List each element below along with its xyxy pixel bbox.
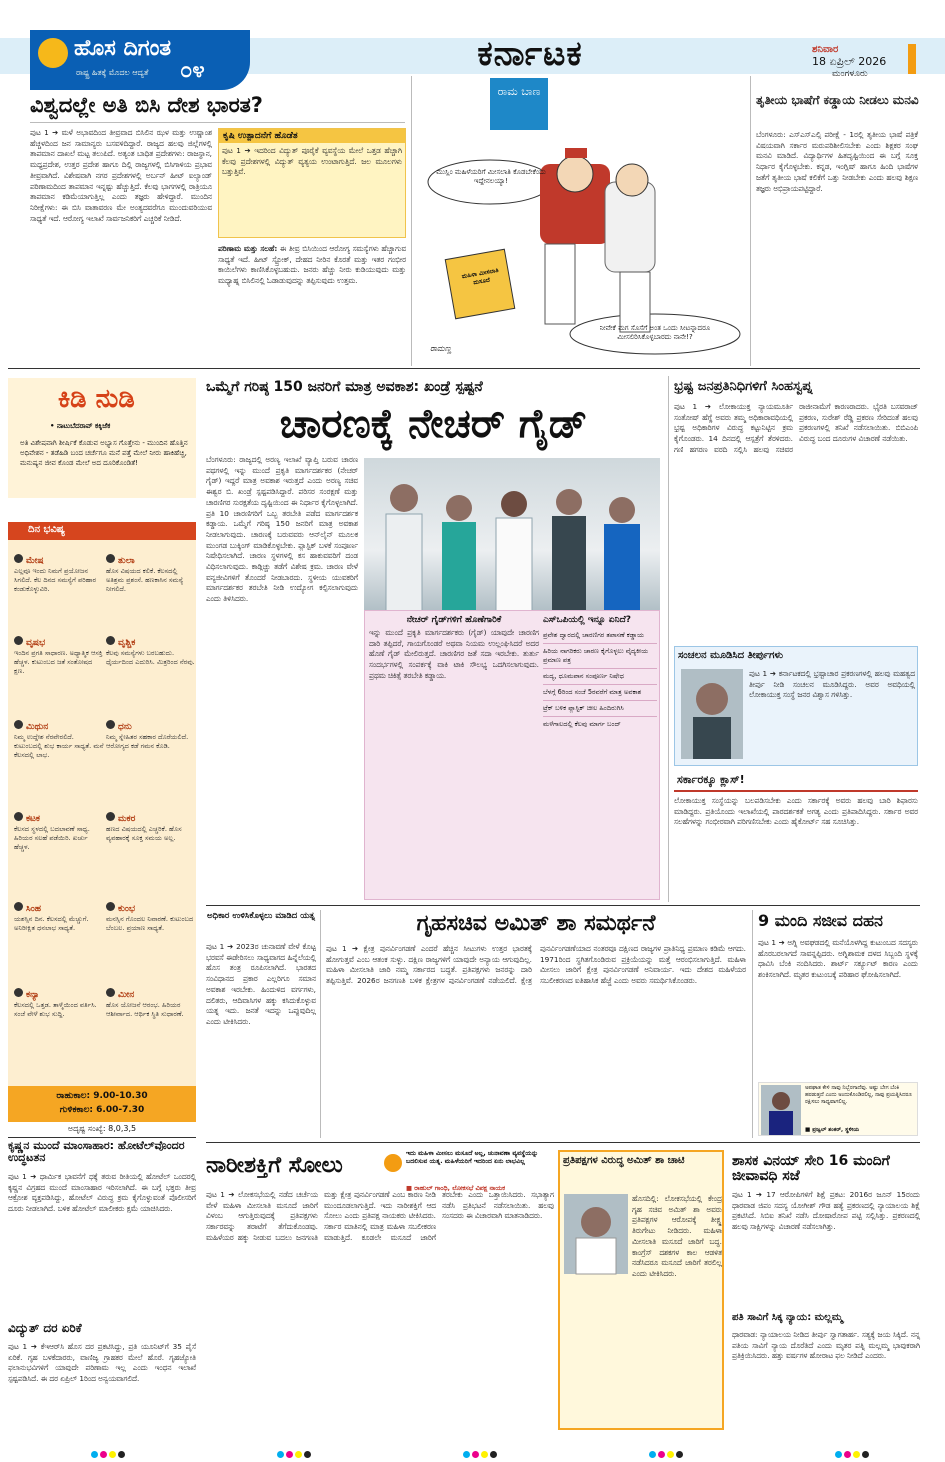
sign-vrushabha: ವೃಷಭ ಇಂದಿನ ಪ್ರಗತಿ ಸಾಧಾರಣ. ಅಧ್ಯಾತ್ಮಿಕ ಆಸಕ್ತಿ ಹೆಚ್ಚಳ. ಕುಟುಂಬದ ಜತೆ ಸಂತೋಷದ ಕ್ಷಣ. — [14, 638, 103, 675]
box-title: ನೇಚರ್ ಗೈಡ್‌ಗಳಿಗೆ ಹೊಣೆಗಾರಿಕೆ — [406, 615, 502, 625]
cartoon-caption-bottom: ನೀವೇಕೆ ಮಗ ಸೊಸೆಗೆ ಅಂತ ಒಂದು ಸೀಟನ್ನಾದರೂ ಮೀಸಲಿರಿಸಿಕೊಳ್ಳಬಾರದು ನಾನೇ!? — [599, 324, 711, 341]
kidi-nudi-box — [8, 378, 196, 498]
quote-author: ■ ರಾಹುಲ್ ಗಾಂಧಿ, ಲೋಕಸಭೆ ವಿಪಕ್ಷ ನಾಯಕ — [406, 1184, 505, 1192]
sign-tula: ತುಲಾ ಹೊಸ ವಿಷಯದ ಕಲಿಕೆ. ಕೆಲಸದಲ್ಲಿ ಅತಿಶ್ರಮ ಪ್ರಶಂಸೆ. ಹಣಕಾಸಿನ ಸಮಸ್ಯೆ ನೀಗಲಿದೆ. — [106, 556, 184, 593]
column-rule — [750, 76, 751, 366]
article-headline: ಅಧಿಕಾರ ಉಳಿಸಿಕೊಳ್ಳಲು ಮಾಡಿದ ಯತ್ನ — [207, 911, 315, 921]
emblem-icon — [38, 38, 68, 68]
article-headline: ವಿದ್ಯುತ್ ದರ ಏರಿಕೆ — [8, 1321, 82, 1335]
day-label: ಶನಿವಾರ — [812, 44, 839, 55]
sign-kataka: ಕಟಕ ಕೆಲಸದ ಸ್ಥಳದಲ್ಲಿ ಬದಲಾವಣೆ ಸಾಧ್ಯ. ಹಿರಿಯರ ಸಲಹೆ ಪಡೆಯಿರಿ. ಖರ್ಚು ಹೆಚ್ಚಳ. — [14, 814, 90, 851]
article-body: ಪುಟ 1 ➔ 17 ಆರೋಪಿಗಳಿಗೆ ಶಿಕ್ಷೆ ಪ್ರಕಟ: 2016ರ ಜೂನ್ 15ರಂದು ಧಾರವಾಡ ಜಿಪಂ ಸದಸ್ಯ ಯೋಗೀಶ್ ಗೌಡ ಹತ್ಯೆ ಪ್ರಕರಣದಲ್ಲಿ ನ್ಯಾಯಾಲಯ ಶಿಕ್ಷೆ ಪ್ರಕಟಿಸಿದೆ. ಸಿಬಿಐ ತನಿಖೆ ನಡೆಸಿ ದೋಷಾರೋಪ ಪಟ್ಟಿ ಸಲ್ಲಿಸಿತ್ತು. ಪ್ರಕರಣದಲ್ಲಿ ಹಲವು ಸಾಕ್ಷಿಗಳನ್ನು ವಿಚಾರಣೆ ನಡೆಸಲಾಗಿತ್ತು. — [732, 1190, 923, 1232]
column-rule — [752, 910, 753, 1138]
sub-headline: ಪತಿ ಸಾವಿಗೆ ಸಿಕ್ಕ ನ್ಯಾಯ: ಮಲ್ಲಮ್ಮ — [732, 1312, 843, 1323]
editorial-cartoon — [420, 134, 746, 364]
article-body-2 — [218, 244, 409, 354]
box-title: ಎಸ್‌ಒಪಿಯಲ್ಲಿ ಇನ್ನೂ ಏನಿದೆ? — [543, 615, 632, 625]
article-headline: ಭ್ರಷ್ಟ ಜನಪ್ರತಿನಿಧಿಗಳಿಗೆ ಸಿಂಹಸ್ವಪ್ನ — [674, 379, 813, 394]
page-number: ೦೪ — [180, 58, 205, 83]
quote-dot-icon — [384, 1154, 402, 1172]
section-divider — [8, 368, 920, 369]
box-body: ಪುಟ 1 ➔ ಕರ್ನಾಟಕದಲ್ಲಿ ಭ್ರಷ್ಟಾಚಾರ ಪ್ರಕರಣಗಳಲ್ಲಿ ಹಲವು ಮಹತ್ವದ ತೀರ್ಪು ನೀಡಿ ಸಂಚಲನ ಮೂಡಿಸಿದ್ದರು. ಅವರ ಅವಧಿಯಲ್ಲಿ ಲೋಕಾಯುಕ್ತ ಸಂಸ್ಥೆ ಜನರ ವಿಶ್ವಾಸ ಗಳಿಸಿತ್ತು. — [749, 669, 918, 700]
print-registration-marks — [90, 1443, 870, 1453]
zodiac-icon — [14, 988, 23, 997]
box-title: ಸರ್ಕಾರಕ್ಕೂ ಕ್ಲಾಸ್! — [674, 770, 918, 792]
article-body: ಬೆಂಗಳೂರು: ಎಸ್ಎಸ್ಎಲ್ಸಿ ಪರೀಕ್ಷೆ - 1ರಲ್ಲಿ ತೃತೀಯ ಭಾಷೆ ಪತ್ರಿಕೆ ವಿಷಯವಾಗಿ ಸರ್ಕಾರ ಮರುಪರಿಶೀಲಿಸಬೇಕು ಎಂದು ಶಿಕ್ಷಕರ ಸಂಘ ಮನವಿ ಮಾಡಿದೆ. ವಿದ್ಯಾರ್ಥಿಗಳ ಹಿತದೃಷ್ಟಿಯಿಂದ ಈ ಬಗ್ಗೆ ಸೂಕ್ತ ನಿರ್ಧಾರ ಕೈಗೊಳ್ಳಬೇಕು. ಕನ್ನಡ, ಇಂಗ್ಲಿಷ್ ಹಾಗೂ ಹಿಂದಿ ಭಾಷೆಗಳ ಜತೆಗೆ ತೃತೀಯ ಭಾಷೆ ಕಲಿಕೆಗೆ ಒತ್ತು ನೀಡಬೇಕು ಎಂದು ಹಲವು ಶಿಕ್ಷಣ ತಜ್ಞರು ಅಭಿಪ್ರಾಯಪಟ್ಟಿದ್ದಾರೆ. — [756, 130, 921, 193]
quote-text: ಇದು ಮಹಿಳಾ ಮೀಸಲು ಮಸೂದೆ ಅಲ್ಲ, ಚುನಾವಣಾ ವ್ಯವಸ್ಥೆಯನ್ನು ಬದಲಿಸುವ ಯತ್ನ. ಮಹಿಳೆಯರಿಗೆ ಇದರಿಂದ ಏನು ಲಾಭವಿಲ್ಲ — [406, 1150, 539, 1165]
kidi-text: ಅತಿ ವಿಶೇಷವಾಗಿ ಶೀರ್ಷಿಕೆ ಕೊಡುವ ಅಭ್ಯಾಸ ಗೊತ್ತೇನು - ಮುಂದಿನ ಹೊತ್ತಿನ ಅಧಿವೇಶನ - ತಡೆಹಿಡಿ ಬಂದ ಚರ್ಚೆಗೂ ಮನೆ ಪತ್ತೆ ಮೇಲೆ ನೀರು ಹಾಕಿಹೆಚ್ಚಿ, ಮನುಷ್ಯನ ಜೀವ ಕೊಂಡ ಮೇಲೆ ಅದ ದೂರಿಕೊಂಡಿತೆ! — [20, 439, 188, 467]
section-divider — [8, 1137, 196, 1138]
zodiac-icon — [106, 636, 115, 645]
main-kicker: ಒಮ್ಮೆಗೆ ಗರಿಷ್ಠ 150 ಜನರಿಗೆ ಮಾತ್ರ ಅವಕಾಶ: ಖಂಡ್ರೆ ಸ್ಪಷ್ಟನೆ — [206, 379, 483, 395]
main-headline: ಚಾರಣಕ್ಕೆ ನೇಚರ್ ಗೈಡ್ — [279, 401, 588, 447]
box-body: ಪುಟ 1 ➔ ಇದರಿಂದ ವಿದ್ಯುತ್ ಪೂರೈಕೆ ವ್ಯವಸ್ಥೆಯ ಮೇಲೆ ಒತ್ತಡ ಹೆಚ್ಚಾಗಿ ಕೆಲವು ಪ್ರದೇಶಗಳಲ್ಲಿ ವಿದ್ಯುತ್ ವ್ಯತ್ಯಯ ಉಂಟಾಗುತ್ತಿದೆ. ಜಲ ಮೂಲಗಳು ಬತ್ತುತ್ತಿವೆ. — [222, 146, 405, 177]
gulika: ಗುಳಿಕಕಾಲ: 6.00-7.30 — [59, 1105, 145, 1115]
portrait-photo — [564, 1194, 628, 1274]
logo-text: ಹೊಸ ದಿಗಂತ — [74, 36, 172, 61]
portrait-photo — [681, 669, 743, 759]
article-headline: ತೃತೀಯ ಭಾಷೆಗೆ ಕಡ್ಡಾಯ ನೀಡಲು ಮನವಿ — [756, 93, 919, 107]
sign-vrushchika: ವೃಶ್ಚಿಕ ಕೆಲವು ಸಮಸ್ಯೆಗಳು ಬರಬಹುದು. ಧೈರ್ಯದಿಂದ ಎದುರಿಸಿ. ಮಿತ್ರರಿಂದ ನೆರವು. — [106, 638, 195, 666]
sign-kanya: ಕನ್ಯಾ ಕೆಲಸದಲ್ಲಿ ಒತ್ತಡ. ತಾಳ್ಮೆಯಿಂದ ವರ್ತಿಸಿ. ಸಂಜೆ ವೇಳೆ ಶುಭ ಸುದ್ದಿ. — [14, 990, 97, 1018]
amitshah-box — [558, 1150, 724, 1430]
lead-label: ಪರಿಣಾಮ ಮತ್ತು ಸಲಹೆ: — [218, 244, 278, 253]
article-headline: ಗೃಹಸಚಿವ ಅಮಿತ್ ಶಾ ಸಮರ್ಥನೆ — [416, 911, 656, 936]
zodiac-icon — [106, 812, 115, 821]
rahukala-box — [8, 1086, 196, 1122]
date-label: 18 ಏಪ್ರಿಲ್ 2026 — [812, 55, 887, 68]
zodiac-icon — [106, 988, 115, 997]
main-body: ಬೆಂಗಳೂರು: ರಾಜ್ಯದಲ್ಲಿ ಅರಣ್ಯ ಇಲಾಖೆ ವ್ಯಾಪ್ತಿ ಬರುವ ಚಾರಣ ಪಥಗಳಲ್ಲಿ ಇನ್ನು ಮುಂದೆ ಪ್ರಕೃತಿ ಮಾರ್ಗದರ್ಶಕರ (ನೇಚರ್ ಗೈಡ್) ಇದ್ದರೆ ಮಾತ್ರ ಅವಕಾಶ ಇರುತ್ತದೆ ಎಂದು ಅರಣ್ಯ ಸಚಿವ ಈಶ್ವರ ಬಿ. ಖಂಡ್ರೆ ಸ್ಪಷ್ಟಪಡಿಸಿದ್ದಾರೆ. ಪರಿಸರ ಸಂರಕ್ಷಣೆ ಮತ್ತು ಚಾರಣಿಗರ ಸುರಕ್ಷತೆಯ ದೃಷ್ಟಿಯಿಂದ ಈ ನಿರ್ಧಾರ ಕೈಗೊಳ್ಳಲಾಗಿದೆ. ಪ್ರತಿ 10 ಚಾರಣಿಗರಿಗೆ ಒಬ್ಬ ತರಬೇತಿ ಪಡೆದ ಮಾರ್ಗದರ್ಶಕ ಕಡ್ಡಾಯ. ಒಮ್ಮೆಗೆ ಗರಿಷ್ಠ 150 ಜನರಿಗೆ ಮಾತ್ರ ಅವಕಾಶ ನೀಡಲಾಗುವುದು. ಚಾರಣಕ್ಕೆ ಬರುವವರು ಆನ್‌ಲೈನ್ ಮೂಲಕ ಮುಂಗಡ ಬುಕ್ಕಿಂಗ್ ಮಾಡಿಕೊಳ್ಳಬೇಕು. ಪ್ಲಾಸ್ಟಿಕ್ ಬಳಕೆ ಸಂಪೂರ್ಣ ನಿಷೇಧಿಸಲಾಗಿದೆ. ಚಾರಣ ಸ್ಥಳಗಳಲ್ಲಿ ಕಸ ಹಾಕುವವರಿಗೆ ದಂಡ ವಿಧಿಸಲಾಗುವುದು. ಕಾಡ್ಗಿಚ್ಚು ತಡೆಗೆ ವಿಶೇಷ ಕ್ರಮ. ಚಾರಣ ವೇಳೆ ವನ್ಯಜೀವಿಗಳಿಗೆ ತೊಂದರೆ ನೀಡಬಾರದು. ಸ್ಥಳೀಯ ಯುವಕರಿಗೆ ಮಾರ್ಗದರ್ಶಕರ ತರಬೇತಿ ನೀಡಿ ಉದ್ಯೋಗ ಕಲ್ಪಿಸಲಾಗುವುದು ಎಂದು ತಿಳಿಸಿದರು. — [206, 455, 361, 604]
newspaper-logo — [30, 30, 250, 90]
sop-item: ಬೆಳಗ್ಗೆ 6ರಿಂದ ಸಂಜೆ 5ರವರೆಗೆ ಮಾತ್ರ ಅವಕಾಶ — [543, 685, 657, 701]
rama-bana-badge: ರಾಮ ಬಾಣ — [490, 78, 548, 130]
main-photo — [364, 458, 660, 612]
cartoon-sign: ಮಹಿಳಾ ಮೀಸಲಾತಿ ಮಸೂದೆ — [461, 266, 500, 287]
article-headline: 9 ಮಂದಿ ಸಜೀವ ದಹನ — [758, 911, 883, 930]
article-body: ಪುಟ 1 ➔ ಲೋಕಾಯುಕ್ತ ನ್ಯಾಯಮೂರ್ತಿ ಸಂತೋಷ್ ಹೆಗ್ಡೆ ಅವರು ತಮ್ಮ ಅಧಿಕಾರಾವಧಿಯಲ್ಲಿ ಭ್ರಷ್ಟ ಅಧಿಕಾರಿಗಳ ವಿರುದ್ಧ ಕಟ್ಟುನಿಟ್ಟಿನ ಕ್ರಮ ಕೈಗೊಂಡರು. 14 ದಿನದಲ್ಲಿ ಆಸ್ಪತ್ರೆಗೆ ತೆರಳಿದರು. ಗಣಿ ಹಗರಣ ವರದಿ ಸಲ್ಲಿಸಿ ಹಲವು ಸಚಿವರ ರಾಜೀನಾಮೆಗೆ ಕಾರಣರಾದರು. ಭೈರತಿ ಬಸವರಾಜ್ ಪ್ರಕರಣ, ಸುರೇಶ್ ರೆಡ್ಡಿ ಪ್ರಕರಣ ಸೇರಿದಂತೆ ಹಲವು ಪ್ರಕರಣಗಳಲ್ಲಿ ತನಿಖೆ ನಡೆಸಲಾಯಿತು. ಬಿಬಿಎಂಪಿ ವಿರುದ್ಧ ಬಂದ ದೂರುಗಳ ವಿಚಾರಣೆ ನಡೆಯಿತು. — [674, 402, 921, 454]
zodiac-icon — [14, 636, 23, 645]
section-divider — [206, 905, 920, 906]
sign-kumbha: ಕುಂಭ ಮನಸ್ಸಿನ ಗೊಂದಲ ನಿವಾರಣೆ. ಕುಟುಂಬದ ಬೆಂಬಲ. ಪ್ರಯಾಣ ಸಾಧ್ಯತೆ. — [106, 904, 194, 932]
sop-item: ಪ್ರವೇಶ ದ್ವಾರದಲ್ಲಿ ಚಾರಣಿಗರ ತಪಾಸಣೆ ಕಡ್ಡಾಯ — [543, 628, 657, 644]
quote-author: ■ ಪ್ರಜ್ವಲ್ ಶಂಕರ್, ಸ್ಥಳೀಯ — [805, 1127, 860, 1133]
sop-item: ಮಳೆಗಾಲದಲ್ಲಿ ಕೆಲವು ಮಾರ್ಗ ಬಂದ್ — [543, 720, 621, 728]
column-rule — [668, 376, 669, 902]
article-body: ಪುಟ 1 ➔ ಮಳೆ ಅಭಾವದಿಂದ ತೀವ್ರವಾದ ಬಿಸಿಲಿನ ಝಳ ಮತ್ತು ಉಷ್ಣಾಂಶ ಹೆಚ್ಚಳದಿಂದ ಜನ ಸಾಮಾನ್ಯರು ಬಸವಳಿದಿದ್ದಾರೆ. ರಾಜ್ಯದ ಹಲವು ಜಿಲ್ಲೆಗಳಲ್ಲಿ ತಾಪಮಾನ ದಾಖಲೆ ಮಟ್ಟ ತಲುಪಿದೆ. ಅತ್ಯಂತ ಬಾಧಿತ ಪ್ರದೇಶಗಳು: ರಾಜಸ್ಥಾನ, ಮಧ್ಯಪ್ರದೇಶ, ಉತ್ತರ ಪ್ರದೇಶ ಹಾಗೂ ದಿಲ್ಲಿ ರಾಜ್ಯಗಳಲ್ಲಿ ಬಿಸಿಗಾಳಿಯ ಪ್ರಭಾವ ತೀವ್ರವಾಗಿದೆ. ವಿಶೇಷವಾಗಿ ನಗರ ಪ್ರದೇಶಗಳಲ್ಲಿ ಅರ್ಬನ್ ಹೀಟ್ ಐಲ್ಯಾಂಡ್ ಪರಿಣಾಮದಿಂದ ತಾಪಮಾನ ಇನ್ನಷ್ಟು ಹೆಚ್ಚುತ್ತಿದೆ. ಕೆಲವು ಭಾಗಗಳಲ್ಲಿ ರಾತ್ರಿಯೂ ತಾಪಮಾನ ಕಡಿಮೆಯಾಗುತ್ತಿಲ್ಲ ಎಂದು ತಜ್ಞರು ಹೇಳಿದ್ದಾರೆ. ಮುಂದಿನ ನಿರೀಕ್ಷೆಗಳು: ಈ ಬಿಸಿ ವಾತಾವರಣ ಮೇ ಅಂತ್ಯದವರೆಗೂ ಮುಂದುವರಿಯುವ ಸಾಧ್ಯತೆ ಇದೆ. ಆರೋಗ್ಯ ಇಲಾಖೆ ಸಾರ್ವಜನಿಕರಿಗೆ ಎಚ್ಚರಿಕೆ ನೀಡಿದೆ. — [30, 128, 215, 223]
kidi-title: ಕಿಡಿ ನುಡಿ — [58, 384, 135, 414]
sop-item: ಟ್ರೆಕ್ ಬಳಿಕ ಪ್ಲಾಸ್ಟಿಕ್ ಚೀಲ ಹಿಂದಿರುಗಿಸಿ — [543, 701, 657, 717]
article-headline: ಶಾಸಕ ವಿನಯ್ ಸೇರಿ 16 ಮಂದಿಗೆ ಜೀವಾವಧಿ ಸಜೆ — [732, 1153, 890, 1185]
zodiac-icon — [14, 902, 23, 911]
lucky-number: ಅದೃಷ್ಟ ಸಂಖ್ಯೆ: 8,0,3,5 — [67, 1124, 137, 1133]
sign-mithuna: ಮಿಥುನ ನಿಮ್ಮ ಉದ್ದೇಶ ನೆರವೇರಲಿದೆ. ಕುಟುಂಬದಲ್ಲಿ ಶುಭ ಕಾರ್ಯ ಸಾಧ್ಯತೆ. ಮನೆ ಕೆಲಸದಲ್ಲಿ ಲಾಭ. — [14, 722, 104, 759]
article-body: ಪುಟ 1 ➔ ಕ್ಷೇತ್ರ ಪುನರ್ವಿಂಗಡಣೆ ಎಂದರೆ ಹೆಚ್ಚಿನ ಸೀಟುಗಳು ಉತ್ತರ ಭಾರತಕ್ಕೆ ಹೋಗುತ್ತವೆ ಎಂಬ ಆತಂಕ ಸುಳ್ಳು. ದಕ್ಷಿಣ ರಾಜ್ಯಗಳಿಗೆ ಯಾವುದೇ ಅನ್ಯಾಯ ಆಗುವುದಿಲ್ಲ. ಮಹಿಳಾ ಮೀಸಲಾತಿ ಜಾರಿ ನಮ್ಮ ಸರ್ಕಾರದ ಬದ್ಧತೆ. ಪ್ರತಿಪಕ್ಷಗಳು ಜನರನ್ನು ದಾರಿ ತಪ್ಪಿಸುತ್ತಿವೆ. 2026ರ ಜನಗಣತಿ ಬಳಿಕ ಕ್ಷೇತ್ರಗಳ ಪುನರ್ವಿಂಗಡಣೆ ನಡೆಯಲಿದೆ. ಕ್ಷೇತ್ರ ಪುನರ್ವಿಂಗಡಣೆಯಾದ ನಂತರವೂ ದಕ್ಷಿಣದ ರಾಜ್ಯಗಳ ಪ್ರಾತಿನಿಧ್ಯ ಪ್ರಮಾಣ ಕಡಿಮೆ ಆಗದು. 1971ರಿಂದ ಸ್ಥಗಿತಗೊಂಡಿರುವ ಪ್ರಕ್ರಿಯೆಯನ್ನು ಮತ್ತೆ ಆರಂಭಿಸಲಾಗುತ್ತಿದೆ. ಮಹಿಳಾ ಮೀಸಲು ಜಾರಿಗೆ ಕ್ಷೇತ್ರ ಪುನರ್ವಿಂಗಡಣೆ ಅನಿವಾರ್ಯ. ಇದು ದೇಶದ ಮಹಿಳೆಯರ ಸಬಲೀಕರಣದ ಐತಿಹಾಸಿಕ ಹೆಜ್ಜೆ ಎಂದು ಅವರು ಸಮರ್ಥಿಸಿಕೊಂಡರು. — [326, 944, 749, 986]
sign-dhanu: ಧನು ನಿಮ್ಮ ಸ್ನೇಹಿತರ ಸಹಕಾರ ದೊರೆಯಲಿದೆ. ಆರೋಗ್ಯದ ಕಡೆ ಗಮನ ಕೊಡಿ. — [106, 722, 189, 750]
sign-makara: ಮಕರ ಹಣದ ವಿಷಯದಲ್ಲಿ ಎಚ್ಚರಿಕೆ. ಹೊಸ ವ್ಯವಹಾರಕ್ಕೆ ಸೂಕ್ತ ಸಮಯ ಅಲ್ಲ. — [106, 814, 182, 842]
box-body: ಇನ್ನು ಮುಂದೆ ಪ್ರಕೃತಿ ಮಾರ್ಗದರ್ಶಕರು (ಗೈಡ್) ಯಾವುದೇ ಚಾರಣಿಗ ದಾರಿ ತಪ್ಪಿದರೆ, ಗಾಯಗೊಂಡರೆ ಅಥವಾ ನಿಯಮ ಉಲ್ಲಂಘಿಸಿದರೆ ಅದರ ಹೊಣೆ ಗೈಡ್ ಮೇಲಿರುತ್ತದೆ. ಚಾರಣಿಗರ ಜತೆ ಸದಾ ಇರಬೇಕು. ತುರ್ತು ಸಂದರ್ಭಗಳಲ್ಲಿ ಸಂಪರ್ಕಕ್ಕೆ ವಾಕಿ ಟಾಕಿ ಸೌಲಭ್ಯ ಒದಗಿಸಲಾಗುವುದು. ಪ್ರಥಮ ಚಿಕಿತ್ಸೆ ತರಬೇತಿ ಕಡ್ಡಾಯ. — [369, 628, 542, 680]
article-headline: ಕೃಷ್ಣನ ಮುಂದೆ ಮಾಂಸಾಹಾರ: ಹೋಟೆಲ್‌ವೊಂದರ ಉದ್ಧಟತನ — [8, 1139, 185, 1165]
article-headline: ನಾರೀಶಕ್ತಿಗೆ ಸೋಲು — [206, 1153, 343, 1178]
zodiac-icon — [106, 902, 115, 911]
pink-box — [364, 610, 660, 900]
sign-simha: ಸಿಂಹ ಯಶಸ್ಸಿನ ದಿನ. ಕೆಲಸದಲ್ಲಿ ಮೆಚ್ಚುಗೆ. ಅನಿರೀಕ್ಷಿತ ಧನಲಾಭ ಸಾಧ್ಯತೆ. — [14, 904, 89, 932]
govt-class-box — [674, 770, 921, 900]
quote-box — [758, 1082, 918, 1136]
section-divider — [206, 1142, 920, 1143]
article-headline: ವಿಶ್ವದಲ್ಲೇ ಅತಿ ಬಿಸಿ ದೇಶ ಭಾರತ? — [30, 93, 263, 117]
verdicts-box — [674, 646, 918, 766]
column-rule — [320, 910, 321, 1138]
portrait-photo — [761, 1085, 801, 1135]
box-title: ಕೃಷಿ ಉತ್ಪಾದನೆಗೆ ಹೊಡೆತ — [219, 129, 405, 143]
quote-text: ಅಪಘಾತ ಕೇಳಿ ನಾವು ನಿಬ್ಬೆರಗಾದೆವು. ಅಷ್ಟು ಬೇಗ ಬೆಂಕಿ ಹರಡುತ್ತದೆ ಎಂದು ಅಂದುಕೊಂಡಿರಲಿಲ್ಲ, ನಾವು ಪ್ರಯತ್ನಿಸಿದರೂ ರಕ್ಷಿಸಲು ಸಾಧ್ಯವಾಗಲಿಲ್ಲ. — [805, 1085, 912, 1105]
article-body: ಪುಟ 1 ➔ ಅಗ್ನಿ ಅವಘಡದಲ್ಲಿ ಮನೆಯೊಳಗಿದ್ದ ಕುಟುಂಬದ ಸದಸ್ಯರು ಹೊರಬರಲಾಗದೆ ಸಾವನ್ನಪ್ಪಿದರು. ಅಗ್ನಿಶಾಮಕ ದಳದ ಸಿಬ್ಬಂದಿ ಸ್ಥಳಕ್ಕೆ ಧಾವಿಸಿ ಬೆಂಕಿ ನಂದಿಸಿದರು. ಶಾರ್ಟ್ ಸರ್ಕ್ಯೂಟ್ ಕಾರಣ ಎಂದು ಶಂಕಿಸಲಾಗಿದೆ. ಮೃತರ ಕುಟುಂಬಕ್ಕೆ ಪರಿಹಾರ ಘೋಷಿಸಲಾಗಿದೆ. — [758, 938, 921, 980]
column-rule — [411, 76, 412, 366]
article-body: ಧಾರವಾಡ: ನ್ಯಾಯಾಲಯ ನೀಡಿದ ತೀರ್ಪು ಸ್ವಾಗತಾರ್ಹ. ಸತ್ಯಕ್ಕೆ ಜಯ ಸಿಕ್ಕಿದೆ. ನನ್ನ ಪತಿಯ ಸಾವಿಗೆ ನ್ಯಾಯ ದೊರೆತಿದೆ ಎಂದು ಮೃತರ ಪತ್ನಿ ಮಲ್ಲಮ್ಮ ಭಾವುಕರಾಗಿ ಪ್ರತಿಕ್ರಿಯಿಸಿದರು. ಹತ್ತು ವರ್ಷಗಳ ಹೋರಾಟ ಫಲ ನೀಡಿದೆ ಎಂದರು. — [732, 1330, 923, 1361]
cartoon-caption-top: ಮುಸ್ಲಿಂ ಮಹಿಳೆಯರಿಗೆ ಮೀಸಲಾತಿ ಕೊಡಬೇಕೆಂದು ಇದ್ದೇನಲಯ್ಯಾ! — [436, 168, 546, 185]
sign-mesha: ಮೇಷ ಎಲ್ಲವೂ ಇಂದು ನಿಮಗೆ ಪ್ರಯೋಜನ ಸಿಗಲಿದೆ. ಕೆಲ ದಿನದ ಸಮಸ್ಯೆಗೆ ಪರಿಹಾರ ಕಂಡುಕೊಳ್ಳುವಿರಿ. — [14, 556, 97, 593]
rahukala: ರಾಹುಕಾಲ: 9.00-10.30 — [56, 1091, 148, 1101]
box-title: ಸಂಚಲನ ಮೂಡಿಸಿದ ತೀರ್ಪುಗಳು — [678, 650, 784, 661]
pink-box-a — [369, 615, 542, 878]
sop-item: ಹಿರಿಯ ನಾಗರಿಕರು ಚಾರಣ ಕೈಗೊಳ್ಳಲು ವೈದ್ಯಕೀಯ ಪ್ರಮಾಣ ಪತ್ರ — [543, 644, 657, 669]
divider — [30, 122, 405, 123]
box-title: ಪ್ರತಿಪಕ್ಷಗಳ ವಿರುದ್ಧ ಅಮಿತ್ ಶಾ ಚಾಟಿ — [563, 1155, 685, 1166]
zodiac-icon — [14, 812, 23, 821]
pink-box-b — [543, 615, 657, 732]
lead-text: ಈ ತೀವ್ರ ಬಿಸಿಯಿಂದ ಆರೋಗ್ಯ ಸಮಸ್ಯೆಗಳು ಹೆಚ್ಚಾಗುವ ಸಾಧ್ಯತೆ ಇದೆ. ಹೀಟ್ ಸ್ಟ್ರೋಕ್, ದೇಹದ ನೀರಿನ ಕೊರತೆ ಮತ್ತು ಇತರ ಗಂಭೀರ ಕಾಯಿಲೆಗಳು ಕಾಣಿಸಿಕೊಳ್ಳಬಹುದು. ಜನರು ಹೆಚ್ಚು ನೀರು ಕುಡಿಯುವುದು ಮತ್ತು ಮಧ್ಯಾಹ್ನ ಬಿಸಿಲಿನಲ್ಲಿ ಓಡಾಡುವುದನ್ನು ತಪ್ಪಿಸುವುದು ಉತ್ತಮ. — [218, 244, 409, 286]
info-box — [218, 128, 406, 238]
article-body: ಪುಟ 1 ➔ ಕೆಇಆರ್‌ಸಿ ಹೊಸ ದರ ಪ್ರಕಟಿಸಿದ್ದು, ಪ್ರತಿ ಯೂನಿಟ್‌ಗೆ 35 ಪೈಸೆ ಏರಿಕೆ. ಗೃಹ ಬಳಕೆದಾರರು, ವಾಣಿಜ್ಯ ಗ್ರಾಹಕರ ಮೇಲೆ ಹೊರೆ. ಗೃಹಜ್ಯೋತಿ ಫಲಾನುಭವಿಗಳಿಗೆ ಯಾವುದೇ ಪರಿಣಾಮ ಇಲ್ಲ ಎಂದು ಇಂಧನ ಇಲಾಖೆ ಸ್ಪಷ್ಟಪಡಿಸಿದೆ. ಈ ದರ ಏಪ್ರಿಲ್ 1ರಿಂದ ಅನ್ವಯವಾಗಲಿದೆ. — [8, 1342, 199, 1384]
logo-tagline: ರಾಷ್ಟ್ರ ಹಿತಕ್ಕೆ ಮೊದಲ ಆದ್ಯತೆ — [76, 68, 149, 77]
article-body: ಪುಟ 1 ➔ ಧಾರ್ಮಿಕ ಭಾವನೆಗೆ ಧಕ್ಕೆ ತರುವ ರೀತಿಯಲ್ಲಿ ಹೋಟೆಲ್ ಒಂದರಲ್ಲಿ ಕೃಷ್ಣನ ವಿಗ್ರಹದ ಮುಂದೆ ಮಾಂಸಾಹಾರ ಇರಿಸಲಾಗಿದೆ. ಈ ಬಗ್ಗೆ ಭಕ್ತರು ತೀವ್ರ ಆಕ್ರೋಶ ವ್ಯಕ್ತಪಡಿಸಿದ್ದು, ಹೋಟೆಲ್ ವಿರುದ್ಧ ಕ್ರಮ ಕೈಗೊಳ್ಳುವಂತೆ ಪೊಲೀಸರಿಗೆ ದೂರು ನೀಡಲಾಗಿದೆ. ಬಳಿಕ ಹೋಟೆಲ್ ಮಾಲೀಕರು ಕ್ಷಮೆ ಯಾಚಿಸಿದರು. — [8, 1172, 199, 1214]
zodiac-icon — [106, 554, 115, 563]
section-title: ಕರ್ನಾಟಕ — [477, 34, 583, 74]
sign-meena: ಮೀನ ಹೊಸ ಯೋಜನೆ ಆರಂಭ. ಹಿರಿಯರ ಆಶೀರ್ವಾದ. ಆರ್ಥಿಕ ಸ್ಥಿತಿ ಸುಧಾರಣೆ. — [106, 990, 184, 1018]
box-body: ಹೊಸದಿಲ್ಲಿ: ಲೋಕಸಭೆಯಲ್ಲಿ ಕೇಂದ್ರ ಗೃಹ ಸಚಿವ ಅಮಿತ್ ಶಾ ಅವರು ಪ್ರತಿಪಕ್ಷಗಳ ಆರೋಪಕ್ಕೆ ತೀಕ್ಷ್ಣ ತಿರುಗೇಟು ನೀಡಿದರು. ಮಹಿಳಾ ಮೀಸಲಾತಿ ಮಸೂದೆ ಜಾರಿಗೆ ಬದ್ಧ. ಕಾಂಗ್ರೆಸ್ ದಶಕಗಳ ಕಾಲ ಆಡಳಿತ ನಡೆಸಿದರೂ ಮಸೂದೆ ಜಾರಿಗೆ ತರಲಿಲ್ಲ ಎಂದು ಟೀಕಿಸಿದರು. — [632, 1194, 725, 1278]
zodiac-icon — [106, 720, 115, 729]
accent-bar — [908, 44, 916, 74]
cartoonist-signature: ರಾಮಣ್ಣ — [430, 344, 452, 353]
sop-item: ಮದ್ಯ, ಧೂಮಪಾನ ಸಂಪೂರ್ಣ ನಿಷೇಧ — [543, 669, 657, 685]
horoscope-panel — [8, 540, 196, 1086]
zodiac-icon — [14, 720, 23, 729]
horoscope-title: ದಿನ ಭವಿಷ್ಯ — [8, 522, 196, 540]
kidi-byline: • ನಾಟುಬೆದರಾವ್ ಕಕ್ಕಿಜೆಕ — [50, 422, 111, 430]
box-body: ಲೋಕಾಯುಕ್ತ ಸಂಸ್ಥೆಯನ್ನು ಬಲಪಡಿಸಬೇಕು ಎಂದು ಸರ್ಕಾರಕ್ಕೆ ಅವರು ಹಲವು ಬಾರಿ ಶಿಫಾರಸು ಮಾಡಿದ್ದರು. ಪ್ರತಿಯೊಂದು ಇಲಾಖೆಯಲ್ಲಿ ಪಾರದರ್ಶಕತೆ ಅಗತ್ಯ ಎಂದು ಪ್ರತಿಪಾದಿಸಿದ್ದರು. ಸರ್ಕಾರ ಅವರ ಸಲಹೆಗಳನ್ನು ಗಂಭೀರವಾಗಿ ಪರಿಗಣಿಸಬೇಕು ಎಂದು ಹೈಕೋರ್ಟ್ ಸಹ ಸೂಚಿಸಿತ್ತು. — [674, 796, 921, 827]
article-body: ಪುಟ 1 ➔ 2023ರ ಚುನಾವಣೆ ವೇಳೆ ಕೊಟ್ಟ ಭರವಸೆ ಈಡೇರಿಸಲು ಸಾಧ್ಯವಾಗದ ಹಿನ್ನೆಲೆಯಲ್ಲಿ ಹೊಸ ತಂತ್ರ ರೂಪಿಸಲಾಗಿದೆ. ಭಾರತದ ಸಂವಿಧಾನದ ಪ್ರಕಾರ ಎಲ್ಲರಿಗೂ ಸಮಾನ ಅವಕಾಶ ಇರಬೇಕು. ಹಿಂದುಳಿದ ವರ್ಗಗಳು, ದಲಿತರು, ಆದಿವಾಸಿಗಳ ಹಕ್ಕು ಕಸಿದುಕೊಳ್ಳುವ ಯತ್ನ ಇದು. ಜನತೆ ಇದನ್ನು ಒಪ್ಪುವುದಿಲ್ಲ ಎಂದು ಟೀಕಿಸಿದರು. — [206, 942, 319, 1026]
city-label: ಮಂಗಳೂರು — [832, 69, 868, 79]
article-body: ಪುಟ 1 ➔ ಲೋಕಸಭೆಯಲ್ಲಿ ನಡೆದ ಚರ್ಚೆಯ ವೇಳೆ ಮಹಿಳಾ ಮೀಸಲಾತಿ ಮಸೂದೆ ಜಾರಿಗೆ ವಿಳಂಬ ಆಗುತ್ತಿರುವುದಕ್ಕೆ ಪ್ರತಿಪಕ್ಷಗಳು ಸರ್ಕಾರವನ್ನು ತರಾಟೆಗೆ ತೆಗೆದುಕೊಂಡವು. ಮಹಿಳೆಯರ ಹಕ್ಕು ನೀಡುವ ಬದಲು ಜನಗಣತಿ ಮತ್ತು ಕ್ಷೇತ್ರ ಪುನರ್ವಿಂಗಡಣೆ ಎಂಬ ಕಾರಣ ನೀಡಿ ಮುಂದೂಡಲಾಗುತ್ತಿದೆ. ಇದು ನಾರೀಶಕ್ತಿಗೆ ಆದ ಸೋಲು ಎಂದು ಪ್ರತಿಪಕ್ಷ ನಾಯಕರು ಟೀಕಿಸಿದರು. ಸರ್ಕಾರ ಮಾತಿನಲ್ಲಿ ಮಾತ್ರ ಮಹಿಳಾ ಸಬಲೀಕರಣ ಮಾಡುತ್ತಿದೆ. ಕೂಡಲೇ ಮಸೂದೆ ಜಾರಿಗೆ ತರಬೇಕು ಎಂದು ಒತ್ತಾಯಿಸಿದರು. ಸಭಾತ್ಯಾಗ ನಡೆಸಿ ಪ್ರತಿಭಟನೆ ನಡೆಸಲಾಯಿತು. ಹಲವು ಸಂಸದರು ಈ ವಿಚಾರವಾಗಿ ಮಾತನಾಡಿದರು. — [206, 1190, 557, 1242]
photo-drawing — [364, 458, 660, 612]
zodiac-icon — [14, 554, 23, 563]
